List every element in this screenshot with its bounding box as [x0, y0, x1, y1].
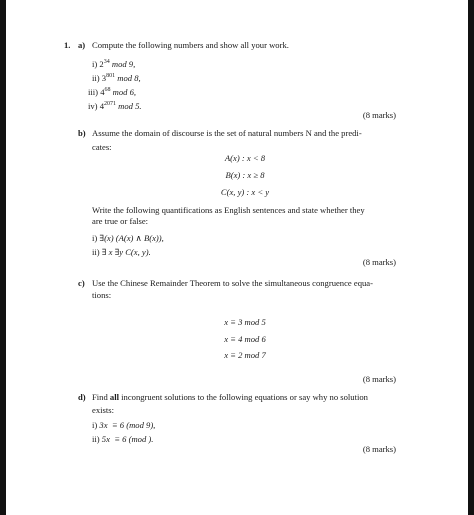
predicate-b: B(x) : x ≥ 8 [225, 170, 265, 180]
congruence-3: x ≡ 2 mod 7 [224, 350, 266, 360]
part-c-label: c) [78, 278, 85, 288]
predicate-c: C(x, y) : x < y [220, 187, 270, 197]
emphasis-all: all [109, 392, 119, 402]
part-d-item-2: ii) 5x ≡ 6 (mod ). [92, 434, 154, 444]
part-a-marks: (8 marks) [362, 110, 396, 120]
part-a-item-1: i) $2^{34}$ mod 9, [92, 58, 136, 69]
right-border [468, 0, 474, 515]
part-b-marks: (8 marks) [362, 257, 396, 267]
part-a-text: Compute the following numbers and show all your work. [92, 40, 289, 50]
question-number: 1. [64, 40, 71, 50]
part-b-instr-line1: Write the following quantifications as English sentences and state whether they [92, 205, 365, 215]
part-c-text-line1: Use the Chinese Remainder Theorem to solve the simultaneous congruence equa- [92, 278, 373, 288]
congruence-2: x ≡ 4 mod 6 [224, 334, 266, 344]
part-c-text-line2: tions: [92, 290, 112, 300]
part-b-item-2: ii) ∃ x ∃y C(x, y). [92, 247, 151, 257]
predicate-a: A(x) : x < 8 [224, 153, 266, 163]
part-d-text-line2: exists: [92, 405, 114, 415]
part-b-label: b) [78, 128, 86, 138]
part-b-instr-line2: are true or false: [92, 216, 149, 226]
part-b-text-line1: Assume the domain of discourse is the set of natural numbers N and the predi- [92, 128, 362, 138]
part-a-label: a) [78, 40, 86, 50]
part-d-label: d) [78, 392, 86, 402]
congruence-1: x ≡ 3 mod 5 [224, 317, 266, 327]
part-b-item-1: i) ∃(x) (A(x) ∧ B(x)), [92, 233, 164, 243]
part-b-text-line2: cates: [92, 142, 112, 152]
left-border [0, 0, 6, 515]
part-a-item-2: ii) $3^{801}$ mod 8, [92, 72, 141, 83]
part-d-text-line1: Find all incongruent solutions to the following equations or say why no solution [92, 392, 368, 402]
part-d-marks: (8 marks) [362, 444, 396, 454]
part-a-item-3: iii) $4^{68}$ mod 6, [88, 86, 137, 97]
part-c-marks: (8 marks) [362, 374, 396, 384]
part-a-item-4: iv) $4^{2071}$ mod 5. [88, 100, 142, 111]
part-d-item-1: i) 3x ≡ 6 (mod 9), [92, 420, 156, 430]
